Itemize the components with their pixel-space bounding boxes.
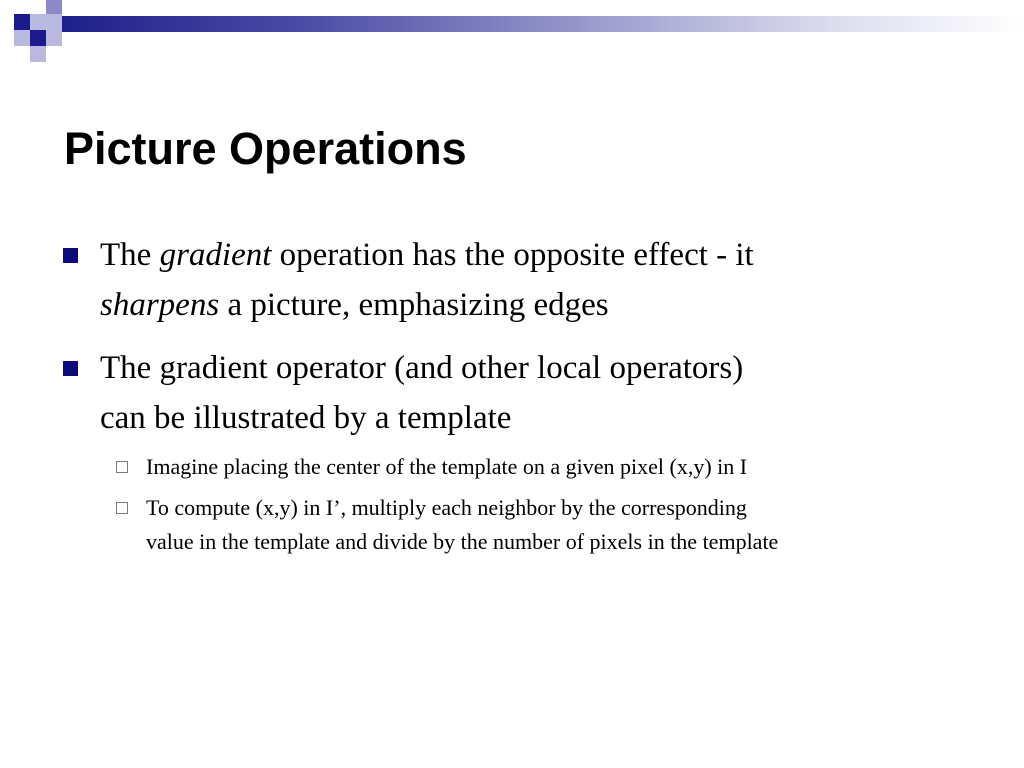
hollow-square-icon [116, 461, 128, 473]
bullet-emphasis: sharpens [100, 287, 220, 323]
bullet-emphasis: gradient [159, 237, 272, 273]
corner-square-icon [30, 30, 46, 46]
corner-square-icon [14, 14, 30, 30]
slide-title: Picture Operations [64, 123, 467, 174]
corner-square-icon [46, 30, 62, 46]
bullet-text: operation has the opposite effect - it [271, 237, 754, 273]
corner-square-icon [30, 14, 46, 30]
hollow-square-icon [116, 502, 128, 514]
bullet-line [100, 230, 980, 280]
header-gradient-bar [62, 16, 1024, 32]
corner-square-icon [30, 46, 46, 62]
corner-square-icon [14, 30, 30, 46]
filled-square-icon [63, 248, 78, 263]
bullet-line: The gradient operator (and other local operators) [100, 350, 744, 386]
corner-square-icon [46, 0, 62, 14]
bullet-item [100, 343, 980, 443]
corner-square-icon [46, 14, 62, 30]
bullet-line [100, 280, 980, 330]
bullet-text: a picture, emphasizing edges [219, 287, 609, 323]
bullet-line: can be illustrated by a template [100, 400, 512, 436]
bullet-item [100, 230, 980, 330]
sub-bullet-line: Imagine placing the center of the template on a given pixel (x,y) in I [146, 454, 748, 479]
sub-bullet-line: value in the template and divide by the number of pixels in the template [146, 529, 779, 554]
bullet-text: The [100, 237, 160, 273]
filled-square-icon [63, 361, 78, 376]
sub-bullet-item [146, 450, 1006, 484]
sub-bullet-line: To compute (x,y) in I’, multiply each neighbor by the corresponding [146, 495, 747, 520]
sub-bullet-item [146, 491, 1006, 559]
